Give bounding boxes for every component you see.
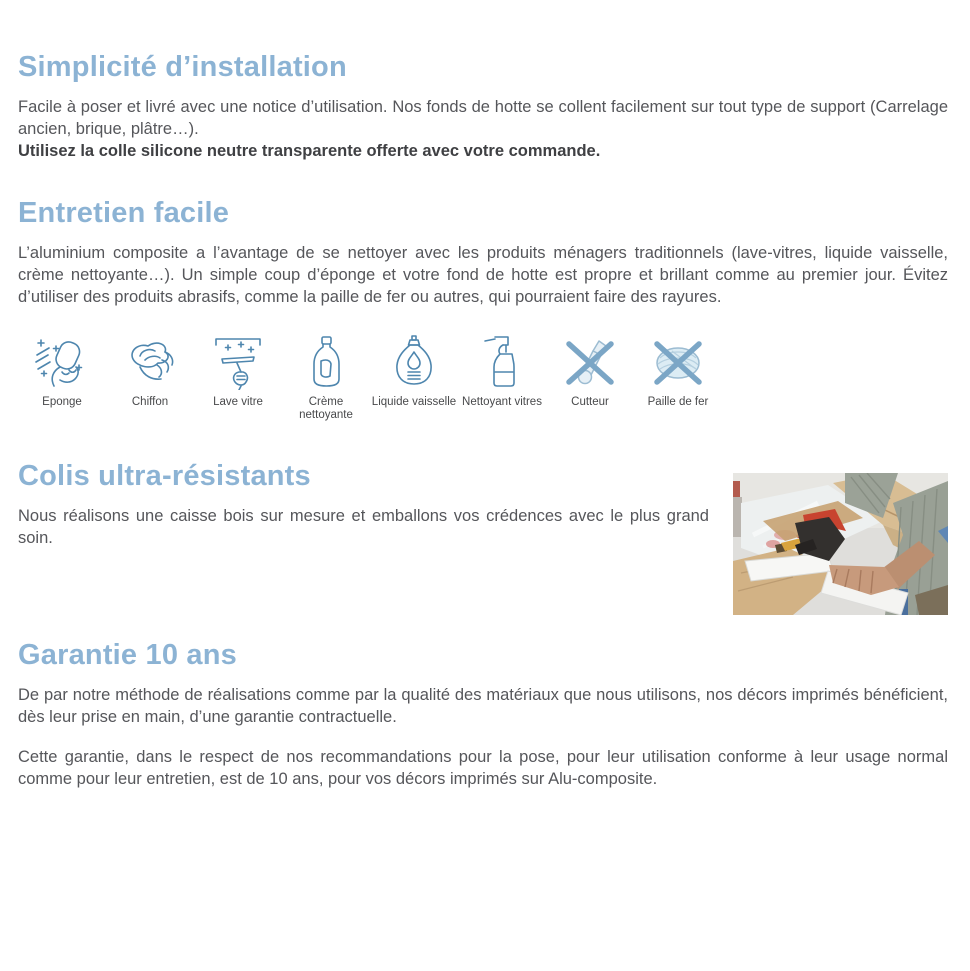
cream-bottle-icon bbox=[296, 334, 356, 390]
icon-label: Liquide vaisselle bbox=[371, 396, 457, 408]
icon-cell-eponge bbox=[18, 334, 106, 422]
icon-label: Crème nettoyante bbox=[299, 396, 353, 421]
sponge-icon bbox=[32, 334, 92, 390]
icon-label: Lave vitre bbox=[213, 396, 263, 408]
icon-cell-creme bbox=[282, 334, 370, 422]
spray-bottle-icon bbox=[472, 334, 532, 390]
icon-label: Chiffon bbox=[131, 396, 169, 408]
cleaning-icons-row bbox=[18, 334, 948, 422]
colis-body: Nous réalisons une caisse bois sur mesure et emballons vos crédences avec le plus grand soin. bbox=[18, 507, 709, 547]
section-entretien bbox=[18, 196, 948, 308]
packing-photo bbox=[733, 473, 948, 615]
section-garantie bbox=[18, 638, 948, 790]
icon-cell-paille bbox=[634, 334, 722, 422]
colis-title: Colis ultra-résistants bbox=[18, 460, 311, 492]
dish-soap-icon bbox=[384, 334, 444, 390]
icon-cell-chiffon bbox=[106, 334, 194, 422]
cutter-forbidden-icon bbox=[560, 334, 620, 390]
icon-label: Paille de fer bbox=[647, 396, 709, 408]
installation-note: Utilisez la colle silicone neutre transparente offerte avec votre commande. bbox=[18, 142, 601, 160]
icon-label: Eponge bbox=[42, 396, 82, 408]
cloth-icon bbox=[120, 334, 180, 390]
icon-label: Nettoyant vitres bbox=[462, 396, 542, 408]
icon-label: Cutteur bbox=[571, 396, 609, 408]
steel-wool-forbidden-icon bbox=[648, 334, 708, 390]
garantie-paragraph-1: De par notre méthode de réalisations comme par la qualité des matériaux que nous utilisons, nos décors imprimés bénéficient, dès leur prise en main, d’une garantie contractuelle. bbox=[18, 686, 948, 726]
garantie-paragraph-2: Cette garantie, dans le respect de nos recommandations pour la pose, pour leur utilisation conforme à leur usage normal comme pour leur entretien, est de 10 ans, pour vos décors imprimés sur Alu-composite. bbox=[18, 748, 948, 788]
section-colis bbox=[18, 459, 948, 615]
icon-cell-nettoyant bbox=[458, 334, 546, 422]
icon-cell-lave-vitre bbox=[194, 334, 282, 422]
section-installation bbox=[18, 50, 948, 162]
entretien-body: L’aluminium composite a l’avantage de se nettoyer avec les produits ménagers traditionnels (lave-vitres, liquide vaisselle, crème nettoyante…). Un simple coup d’éponge et votre fond de hotte est propre et brillant comme au premier jour. Évitez d’utiliser des produits abrasifs, comme la paille de fer ou autres, qui pourraient faire des rayures. bbox=[18, 244, 948, 306]
installation-body: Facile à poser et livré avec une notice d’utilisation. Nos fonds de hotte se collent facilement sur tout type de support (Carrelage ancien, brique, plâtre…). Utilisez la colle silicone neutre transparente offerte avec votre commande. bbox=[18, 98, 948, 160]
packing-photo-illustration bbox=[733, 473, 948, 615]
entretien-title: Entretien facile bbox=[18, 197, 230, 229]
garantie-title: Garantie 10 ans bbox=[18, 639, 237, 671]
squeegee-icon bbox=[208, 334, 268, 390]
installation-title: Simplicité d’installation bbox=[18, 51, 347, 83]
icon-cell-liquide bbox=[370, 334, 458, 422]
icon-cell-cutteur bbox=[546, 334, 634, 422]
